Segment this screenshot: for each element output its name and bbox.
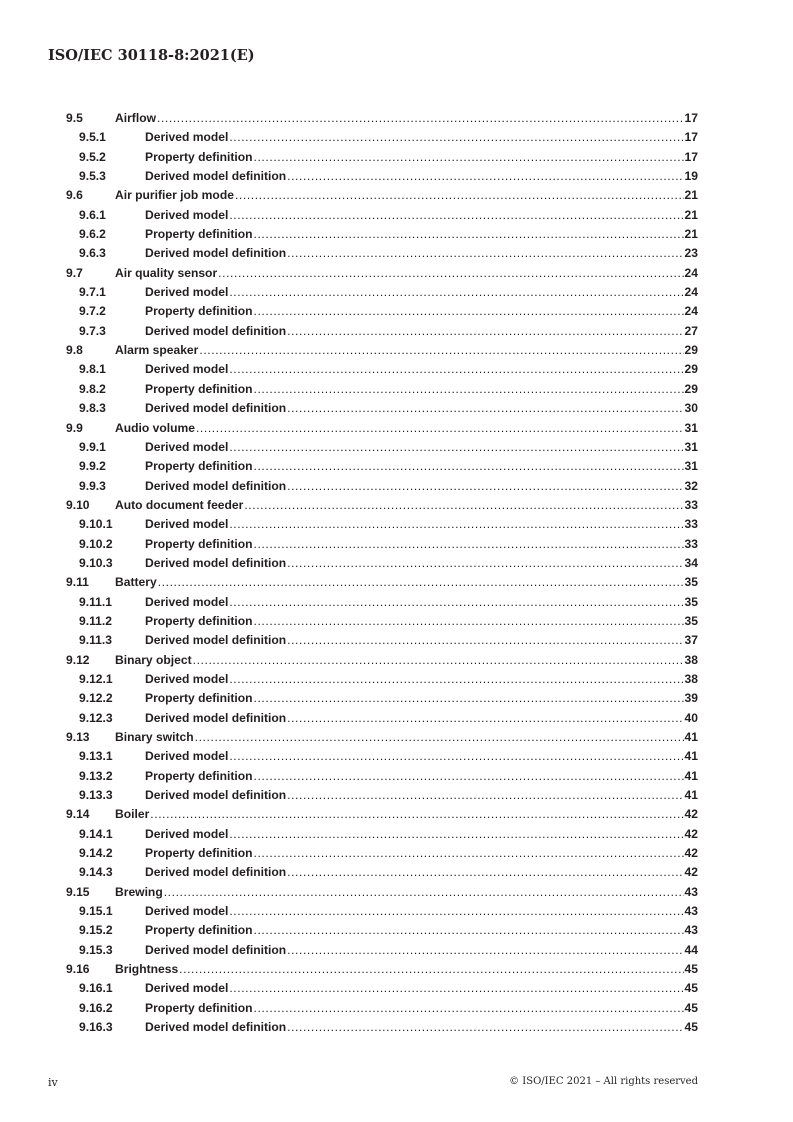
toc-subsection-entry[interactable] [66, 670, 698, 689]
toc-dot-leader [229, 515, 683, 534]
toc-entry-number: 9.10 [66, 497, 90, 512]
toc-entry-title: Derived model definition [145, 863, 287, 882]
toc-entry-number: 9.7 [66, 265, 83, 280]
toc-entry-number: 9.12.3 [79, 710, 113, 725]
toc-subsection-entry[interactable] [66, 322, 698, 341]
toc-entry-body [145, 999, 698, 1018]
toc-entry-title: Derived model [145, 438, 229, 457]
toc-entry-title: Binary object [115, 651, 193, 670]
toc-dot-leader [254, 921, 684, 940]
toc-section-entry[interactable] [66, 496, 698, 515]
toc-entry-number: 9.9 [66, 420, 83, 435]
toc-subsection-entry[interactable] [66, 825, 698, 844]
toc-entry-title: Audio volume [115, 419, 196, 438]
toc-entry-title: Derived model definition [145, 167, 287, 186]
toc-entry-number: 9.11.2 [79, 613, 112, 628]
toc-dot-leader [287, 631, 683, 650]
toc-entry-body [145, 767, 698, 786]
toc-entry-title: Derived model [145, 360, 229, 379]
toc-entry-body [145, 457, 698, 476]
toc-entry-page: 35 [684, 575, 698, 590]
toc-subsection-entry[interactable] [66, 244, 698, 263]
toc-entry-page: 33 [684, 517, 698, 532]
toc-entry-title: Derived model definition [145, 477, 287, 496]
toc-entry-page: 40 [684, 710, 698, 725]
toc-entry-page: 41 [684, 730, 698, 744]
toc-entry-title: Derived model [145, 747, 229, 766]
toc-entry-number: 9.11.1 [79, 594, 112, 609]
toc-entry-number: 9.12.1 [79, 671, 113, 686]
toc-entry-title: Air quality sensor [115, 264, 218, 283]
toc-entry-number: 9.13.3 [79, 788, 113, 803]
toc-entry-number: 9.16.1 [79, 981, 113, 996]
toc-dot-leader [287, 244, 683, 263]
toc-dot-leader [254, 767, 684, 786]
toc-entry-page: 29 [684, 343, 698, 358]
copyright-notice: © ISO/IEC 2021 – All rights reserved [509, 1076, 698, 1087]
toc-entry-title: Derived model definition [145, 554, 287, 573]
toc-entry-page: 34 [684, 555, 698, 570]
toc-entry-title: Property definition [145, 767, 254, 786]
toc-entry-number: 9.8.2 [79, 381, 106, 396]
toc-subsection-entry[interactable] [66, 399, 698, 418]
toc-entry-title: Derived model definition [145, 1018, 287, 1037]
toc-dot-leader [287, 399, 683, 418]
toc-dot-leader [218, 264, 683, 283]
toc-entry-number: 9.7.3 [79, 323, 106, 338]
toc-entry-body [115, 341, 698, 360]
toc-subsection-entry[interactable] [66, 515, 698, 534]
toc-entry-body [145, 438, 698, 457]
toc-entry-page: 24 [684, 285, 698, 300]
toc-entry-title: Alarm speaker [115, 341, 199, 360]
toc-subsection-entry[interactable] [66, 535, 698, 554]
toc-entry-number: 9.6 [66, 188, 83, 203]
toc-entry-body [145, 360, 698, 379]
toc-entry-number: 9.11.3 [79, 633, 112, 648]
toc-entry-body [145, 786, 698, 805]
toc-entry-page: 45 [684, 981, 698, 996]
toc-entry-body [145, 322, 698, 341]
toc-entry-title: Battery [115, 573, 158, 592]
toc-entry-number: 9.6.3 [79, 246, 106, 261]
toc-dot-leader [254, 302, 684, 321]
toc-entry-body [115, 573, 698, 592]
toc-dot-leader [254, 844, 684, 863]
toc-entry-title: Derived model [145, 593, 229, 612]
toc-dot-leader [235, 186, 684, 205]
toc-entry-title: Derived model [145, 979, 229, 998]
toc-entry-number: 9.15 [66, 884, 90, 899]
toc-section-entry[interactable] [66, 728, 698, 747]
toc-entry-body [145, 844, 698, 863]
toc-entry-page: 42 [684, 826, 698, 841]
toc-entry-number: 9.8.1 [79, 362, 106, 377]
toc-section-entry[interactable] [66, 264, 698, 283]
toc-dot-leader [254, 689, 684, 708]
toc-entry-number: 9.10.1 [79, 517, 113, 532]
toc-entry-number: 9.6.1 [79, 207, 106, 222]
toc-entry-page: 31 [684, 439, 698, 454]
toc-section-entry[interactable] [66, 651, 698, 670]
toc-entry-title: Property definition [145, 689, 254, 708]
toc-entry-body [145, 515, 698, 534]
toc-entry-title: Property definition [145, 921, 254, 940]
toc-entry-title: Derived model [145, 283, 229, 302]
toc-subsection-entry[interactable] [66, 999, 698, 1018]
toc-entry-page: 21 [684, 207, 698, 222]
toc-dot-leader [287, 477, 683, 496]
toc-dot-leader [229, 825, 683, 844]
toc-entry-number: 9.9.2 [79, 459, 106, 474]
toc-dot-leader [287, 554, 683, 573]
toc-entry-number: 9.9.1 [79, 439, 106, 454]
toc-dot-leader [229, 128, 683, 147]
toc-entry-title: Property definition [145, 535, 254, 554]
toc-entry-body [145, 979, 698, 998]
toc-entry-page: 35 [684, 613, 698, 628]
toc-entry-number: 9.5 [66, 111, 83, 125]
toc-entry-body [145, 612, 698, 631]
toc-entry-title: Derived model [145, 670, 229, 689]
toc-entry-number: 9.13.2 [79, 768, 113, 783]
toc-entry-title: Brightness [115, 960, 179, 979]
toc-subsection-entry[interactable] [66, 593, 698, 612]
toc-entry-body [115, 109, 698, 128]
toc-entry-body [115, 496, 698, 515]
toc-entry-page: 39 [684, 691, 698, 706]
toc-entry-page: 45 [684, 1020, 698, 1035]
toc-entry-number: 9.12.2 [79, 691, 113, 706]
toc-subsection-entry[interactable] [66, 225, 698, 244]
toc-entry-number: 9.14.3 [79, 865, 113, 880]
toc-dot-leader [254, 148, 684, 167]
toc-entry-page: 31 [684, 459, 698, 474]
toc-entry-body [145, 709, 698, 728]
toc-subsection-entry[interactable] [66, 128, 698, 147]
toc-dot-leader [254, 380, 684, 399]
toc-entry-number: 9.9.3 [79, 478, 106, 493]
toc-subsection-entry[interactable] [66, 206, 698, 225]
toc-dot-leader [287, 167, 683, 186]
toc-entry-number: 9.15.1 [79, 904, 113, 919]
toc-entry-body [145, 689, 698, 708]
toc-dot-leader [157, 109, 684, 128]
toc-entry-body [145, 554, 698, 573]
toc-entry-title: Boiler [115, 805, 150, 824]
toc-entry-body [145, 902, 698, 921]
toc-entry-body [145, 747, 698, 766]
toc-section-entry[interactable] [66, 419, 698, 438]
toc-dot-leader [195, 728, 684, 747]
toc-entry-title: Derived model [145, 515, 229, 534]
toc-section-entry[interactable] [66, 573, 698, 592]
toc-entry-title: Derived model definition [145, 244, 287, 263]
toc-subsection-entry[interactable] [66, 477, 698, 496]
toc-entry-page: 21 [684, 188, 698, 203]
toc-entry-title: Auto document feeder [115, 496, 244, 515]
toc-entry-body [115, 419, 698, 438]
toc-entry-page: 21 [684, 227, 698, 242]
toc-entry-title: Airflow [115, 109, 157, 128]
toc-entry-number: 9.11 [66, 575, 89, 590]
toc-subsection-entry[interactable] [66, 979, 698, 998]
toc-entry-body [145, 921, 698, 940]
toc-entry-number: 9.15.3 [79, 942, 113, 957]
toc-subsection-entry[interactable] [66, 921, 698, 940]
toc-section-entry[interactable] [66, 341, 698, 360]
toc-dot-leader [229, 593, 683, 612]
toc-entry-page: 42 [684, 865, 698, 880]
toc-entry-page: 35 [684, 594, 698, 609]
toc-entry-page: 17 [684, 111, 698, 125]
toc-dot-leader [254, 225, 684, 244]
toc-entry-page: 27 [684, 323, 698, 338]
toc-entry-body [145, 225, 698, 244]
toc-entry-number: 9.7.2 [79, 304, 106, 319]
toc-dot-leader [158, 573, 684, 592]
toc-dot-leader [244, 496, 683, 515]
toc-dot-leader [229, 283, 683, 302]
toc-dot-leader [150, 805, 683, 824]
toc-entry-page: 42 [684, 846, 698, 861]
toc-entry-title: Property definition [145, 999, 254, 1018]
toc-entry-number: 9.7.1 [79, 285, 106, 300]
toc-entry-body [115, 264, 698, 283]
toc-entry-title: Property definition [145, 457, 254, 476]
toc-entry-body [115, 805, 698, 824]
toc-section-entry[interactable] [66, 186, 698, 205]
toc-entry-number: 9.16.2 [79, 1000, 113, 1015]
toc-entry-page: 37 [684, 633, 698, 648]
toc-entry-number: 9.16 [66, 962, 90, 977]
toc-dot-leader [287, 941, 683, 960]
toc-dot-leader [229, 206, 683, 225]
toc-subsection-entry[interactable] [66, 360, 698, 379]
toc-subsection-entry[interactable] [66, 283, 698, 302]
toc-entry-page: 41 [684, 768, 698, 783]
toc-dot-leader [254, 612, 684, 631]
toc-entry-page: 32 [684, 478, 698, 493]
toc-entry-body [145, 380, 698, 399]
toc-entry-number: 9.14 [66, 807, 90, 822]
toc-entry-title: Derived model [145, 128, 229, 147]
toc-entry-number: 9.10.3 [79, 555, 113, 570]
toc-entry-page: 43 [684, 923, 698, 938]
toc-entry-title: Derived model [145, 206, 229, 225]
toc-entry-page: 23 [684, 246, 698, 261]
toc-entry-number: 9.13 [66, 730, 90, 744]
toc-dot-leader [229, 747, 683, 766]
toc-entry-title: Derived model definition [145, 709, 287, 728]
toc-subsection-entry[interactable] [66, 612, 698, 631]
toc-entry-title: Air purifier job mode [115, 186, 235, 205]
toc-dot-leader [254, 999, 684, 1018]
table-of-contents [66, 109, 698, 1038]
toc-entry-body [145, 941, 698, 960]
toc-dot-leader [164, 883, 684, 902]
toc-subsection-entry[interactable] [66, 1018, 698, 1037]
toc-dot-leader [287, 786, 683, 805]
toc-entry-title: Derived model definition [145, 786, 287, 805]
toc-entry-page: 43 [684, 884, 698, 899]
toc-entry-title: Derived model [145, 825, 229, 844]
toc-entry-body [145, 302, 698, 321]
toc-entry-number: 9.8 [66, 343, 83, 358]
toc-entry-title: Binary switch [115, 728, 195, 747]
toc-dot-leader [229, 438, 683, 457]
toc-entry-number: 9.15.2 [79, 923, 113, 938]
toc-entry-body [145, 399, 698, 418]
toc-entry-title: Property definition [145, 225, 254, 244]
toc-entry-page: 43 [684, 904, 698, 919]
toc-entry-page: 24 [684, 304, 698, 319]
toc-subsection-entry[interactable] [66, 148, 698, 167]
toc-dot-leader [196, 419, 684, 438]
toc-subsection-entry[interactable] [66, 747, 698, 766]
toc-entry-body [145, 148, 698, 167]
toc-entry-number: 9.14.2 [79, 846, 113, 861]
toc-entry-body [145, 535, 698, 554]
toc-dot-leader [179, 960, 683, 979]
toc-dot-leader [254, 457, 684, 476]
toc-subsection-entry[interactable] [66, 941, 698, 960]
toc-dot-leader [229, 670, 683, 689]
toc-entry-title: Property definition [145, 380, 254, 399]
toc-subsection-entry[interactable] [66, 786, 698, 805]
toc-entry-title: Property definition [145, 148, 254, 167]
toc-dot-leader [199, 341, 683, 360]
toc-entry-page: 33 [684, 536, 698, 551]
toc-subsection-entry[interactable] [66, 554, 698, 573]
toc-entry-body [145, 167, 698, 186]
toc-entry-body [145, 283, 698, 302]
toc-subsection-entry[interactable] [66, 302, 698, 321]
toc-dot-leader [287, 1018, 683, 1037]
toc-entry-number: 9.12 [66, 652, 90, 667]
toc-section-entry[interactable] [66, 109, 698, 128]
toc-entry-body [145, 670, 698, 689]
toc-dot-leader [254, 535, 684, 554]
toc-section-entry[interactable] [66, 883, 698, 902]
toc-section-entry[interactable] [66, 805, 698, 824]
document-id-header: ISO/IEC 30118-8:2021(E) [48, 47, 255, 64]
toc-entry-body [115, 883, 698, 902]
toc-dot-leader [229, 979, 683, 998]
toc-subsection-entry[interactable] [66, 438, 698, 457]
toc-entry-body [145, 128, 698, 147]
toc-entry-number: 9.5.2 [79, 149, 106, 164]
toc-dot-leader [193, 651, 684, 670]
toc-entry-page: 41 [684, 749, 698, 764]
toc-entry-title: Derived model [145, 902, 229, 921]
toc-entry-number: 9.5.1 [79, 130, 106, 145]
toc-entry-body [145, 477, 698, 496]
toc-subsection-entry[interactable] [66, 844, 698, 863]
toc-entry-page: 42 [684, 807, 698, 822]
toc-entry-page: 33 [684, 497, 698, 512]
toc-entry-number: 9.13.1 [79, 749, 113, 764]
toc-entry-page: 41 [684, 788, 698, 803]
toc-subsection-entry[interactable] [66, 631, 698, 650]
toc-entry-title: Derived model definition [145, 322, 287, 341]
toc-dot-leader [287, 322, 683, 341]
toc-entry-page: 44 [684, 942, 698, 957]
toc-entry-page: 38 [684, 652, 698, 667]
toc-entry-page: 24 [684, 265, 698, 280]
toc-entry-page: 19 [684, 169, 698, 184]
page-number: iv [48, 1076, 58, 1089]
toc-entry-page: 45 [684, 1000, 698, 1015]
toc-entry-page: 29 [684, 381, 698, 396]
toc-entry-title: Property definition [145, 302, 254, 321]
toc-dot-leader [287, 709, 683, 728]
toc-subsection-entry[interactable] [66, 767, 698, 786]
toc-entry-title: Derived model definition [145, 941, 287, 960]
toc-entry-body [145, 825, 698, 844]
toc-subsection-entry[interactable] [66, 863, 698, 882]
toc-entry-page: 38 [684, 671, 698, 686]
toc-dot-leader [229, 902, 683, 921]
toc-entry-number: 9.6.2 [79, 227, 106, 242]
toc-subsection-entry[interactable] [66, 709, 698, 728]
toc-entry-body [115, 651, 698, 670]
toc-entry-title: Derived model definition [145, 399, 287, 418]
toc-entry-body [145, 863, 698, 882]
toc-entry-page: 17 [684, 149, 698, 164]
toc-entry-page: 17 [684, 130, 698, 145]
toc-entry-page: 30 [684, 401, 698, 416]
toc-subsection-entry[interactable] [66, 689, 698, 708]
toc-entry-number: 9.14.1 [79, 826, 113, 841]
toc-entry-title: Derived model definition [145, 631, 287, 650]
toc-entry-body [145, 631, 698, 650]
toc-entry-body [145, 593, 698, 612]
toc-entry-page: 45 [684, 962, 698, 977]
toc-entry-title: Property definition [145, 612, 254, 631]
toc-section-entry[interactable] [66, 960, 698, 979]
toc-entry-number: 9.16.3 [79, 1020, 113, 1035]
toc-dot-leader [229, 360, 683, 379]
toc-subsection-entry[interactable] [66, 457, 698, 476]
toc-entry-body [145, 206, 698, 225]
toc-entry-number: 9.8.3 [79, 401, 106, 416]
toc-subsection-entry[interactable] [66, 902, 698, 921]
toc-entry-number: 9.10.2 [79, 536, 113, 551]
toc-entry-body [145, 244, 698, 263]
toc-entry-body [145, 1018, 698, 1037]
toc-entry-body [115, 186, 698, 205]
toc-entry-page: 31 [684, 420, 698, 435]
toc-dot-leader [287, 863, 683, 882]
toc-subsection-entry[interactable] [66, 380, 698, 399]
toc-subsection-entry[interactable] [66, 167, 698, 186]
toc-entry-page: 29 [684, 362, 698, 377]
toc-entry-body [115, 728, 698, 747]
toc-entry-number: 9.5.3 [79, 169, 106, 184]
toc-entry-title: Brewing [115, 883, 164, 902]
toc-entry-body [115, 960, 698, 979]
toc-entry-title: Property definition [145, 844, 254, 863]
